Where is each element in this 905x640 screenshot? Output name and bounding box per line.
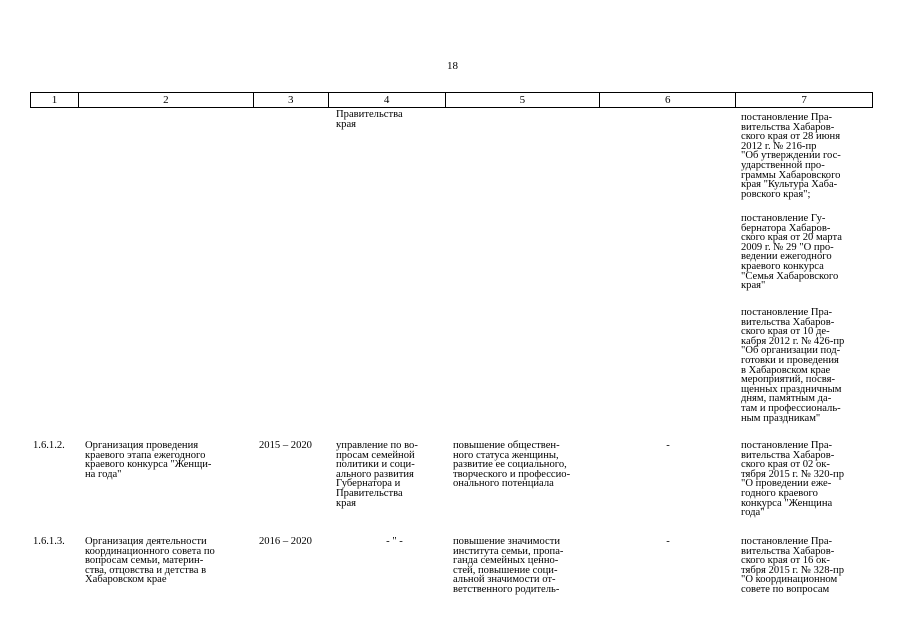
page-number: 18 — [447, 60, 458, 72]
continued-executor-cell: Правительства края — [336, 109, 403, 130]
row-executor: управление по во- просам семейной политики и соци- ального развития Губернатора и Правительства края — [336, 440, 418, 509]
header-col-1: 1 — [31, 93, 79, 107]
row-number: 1.6.1.3. — [33, 536, 65, 547]
continued-basis-block-2: постановление Гу- бернатора Хабаров- ского края от 20 марта 2009 г. № 29 "О про- ведении ежегодного краевого конкурса "Семья Хабаровского края" — [741, 213, 842, 292]
header-col-6: 6 — [600, 93, 736, 107]
row-period: 2016 – 2020 — [259, 536, 312, 547]
row-col6: - — [666, 440, 670, 451]
header-col-2: 2 — [79, 93, 254, 107]
row-basis: постановление Пра- вительства Хабаров- ского края от 16 ок- тября 2015 г. № 328-пр "О координационном совете по вопросам — [741, 536, 844, 595]
header-col-7: 7 — [736, 93, 873, 107]
row-period: 2015 – 2020 — [259, 440, 312, 451]
header-col-3: 3 — [254, 93, 329, 107]
row-name: Организация деятельности координационного совета по вопросам семьи, материн- ства, отцовства и детства в Хабаровском крае — [85, 536, 215, 586]
continued-basis-block-3: постановление Пра- вительства Хабаров- ского края от 10 де- кабря 2012 г. № 426-пр "Об организации под- готовки и проведения в Хабаровском крае мероприятий, посвя- щенных праздничным дням, памятным да- там и профессиональ- ным праздникам" — [741, 307, 845, 424]
row-result: повышение значимости института семьи, пропа- ганда семейных ценно- стей, повышение соци- альной значимости от- ветственного родитель- — [453, 536, 564, 595]
row-executor: - " - — [386, 536, 403, 547]
header-col-5: 5 — [446, 93, 601, 107]
header-col-4: 4 — [329, 93, 446, 107]
row-col6: - — [666, 536, 670, 547]
row-result: повышение обществен- ного статуса женщины, развитие ее социального, творческого и профессио- онального потенциала — [453, 440, 571, 490]
table-header-row — [30, 92, 873, 108]
row-basis: постановление Пра- вительства Хабаров- ского края от 02 ок- тября 2015 г. № 320-пр "О проведении еже- годного краевого конкурса "Женщина года" — [741, 440, 844, 519]
row-name: Организация проведения краевого этапа ежегодного краевого конкурса "Женщи- на года" — [85, 440, 212, 480]
row-number: 1.6.1.2. — [33, 440, 65, 451]
continued-basis-block-1: постановление Пра- вительства Хабаров- ского края от 28 июня 2012 г. № 216-пр "Об утверждении гос- ударственной про- граммы Хабаровского края "Культура Хаба- ровского края"; — [741, 112, 841, 200]
